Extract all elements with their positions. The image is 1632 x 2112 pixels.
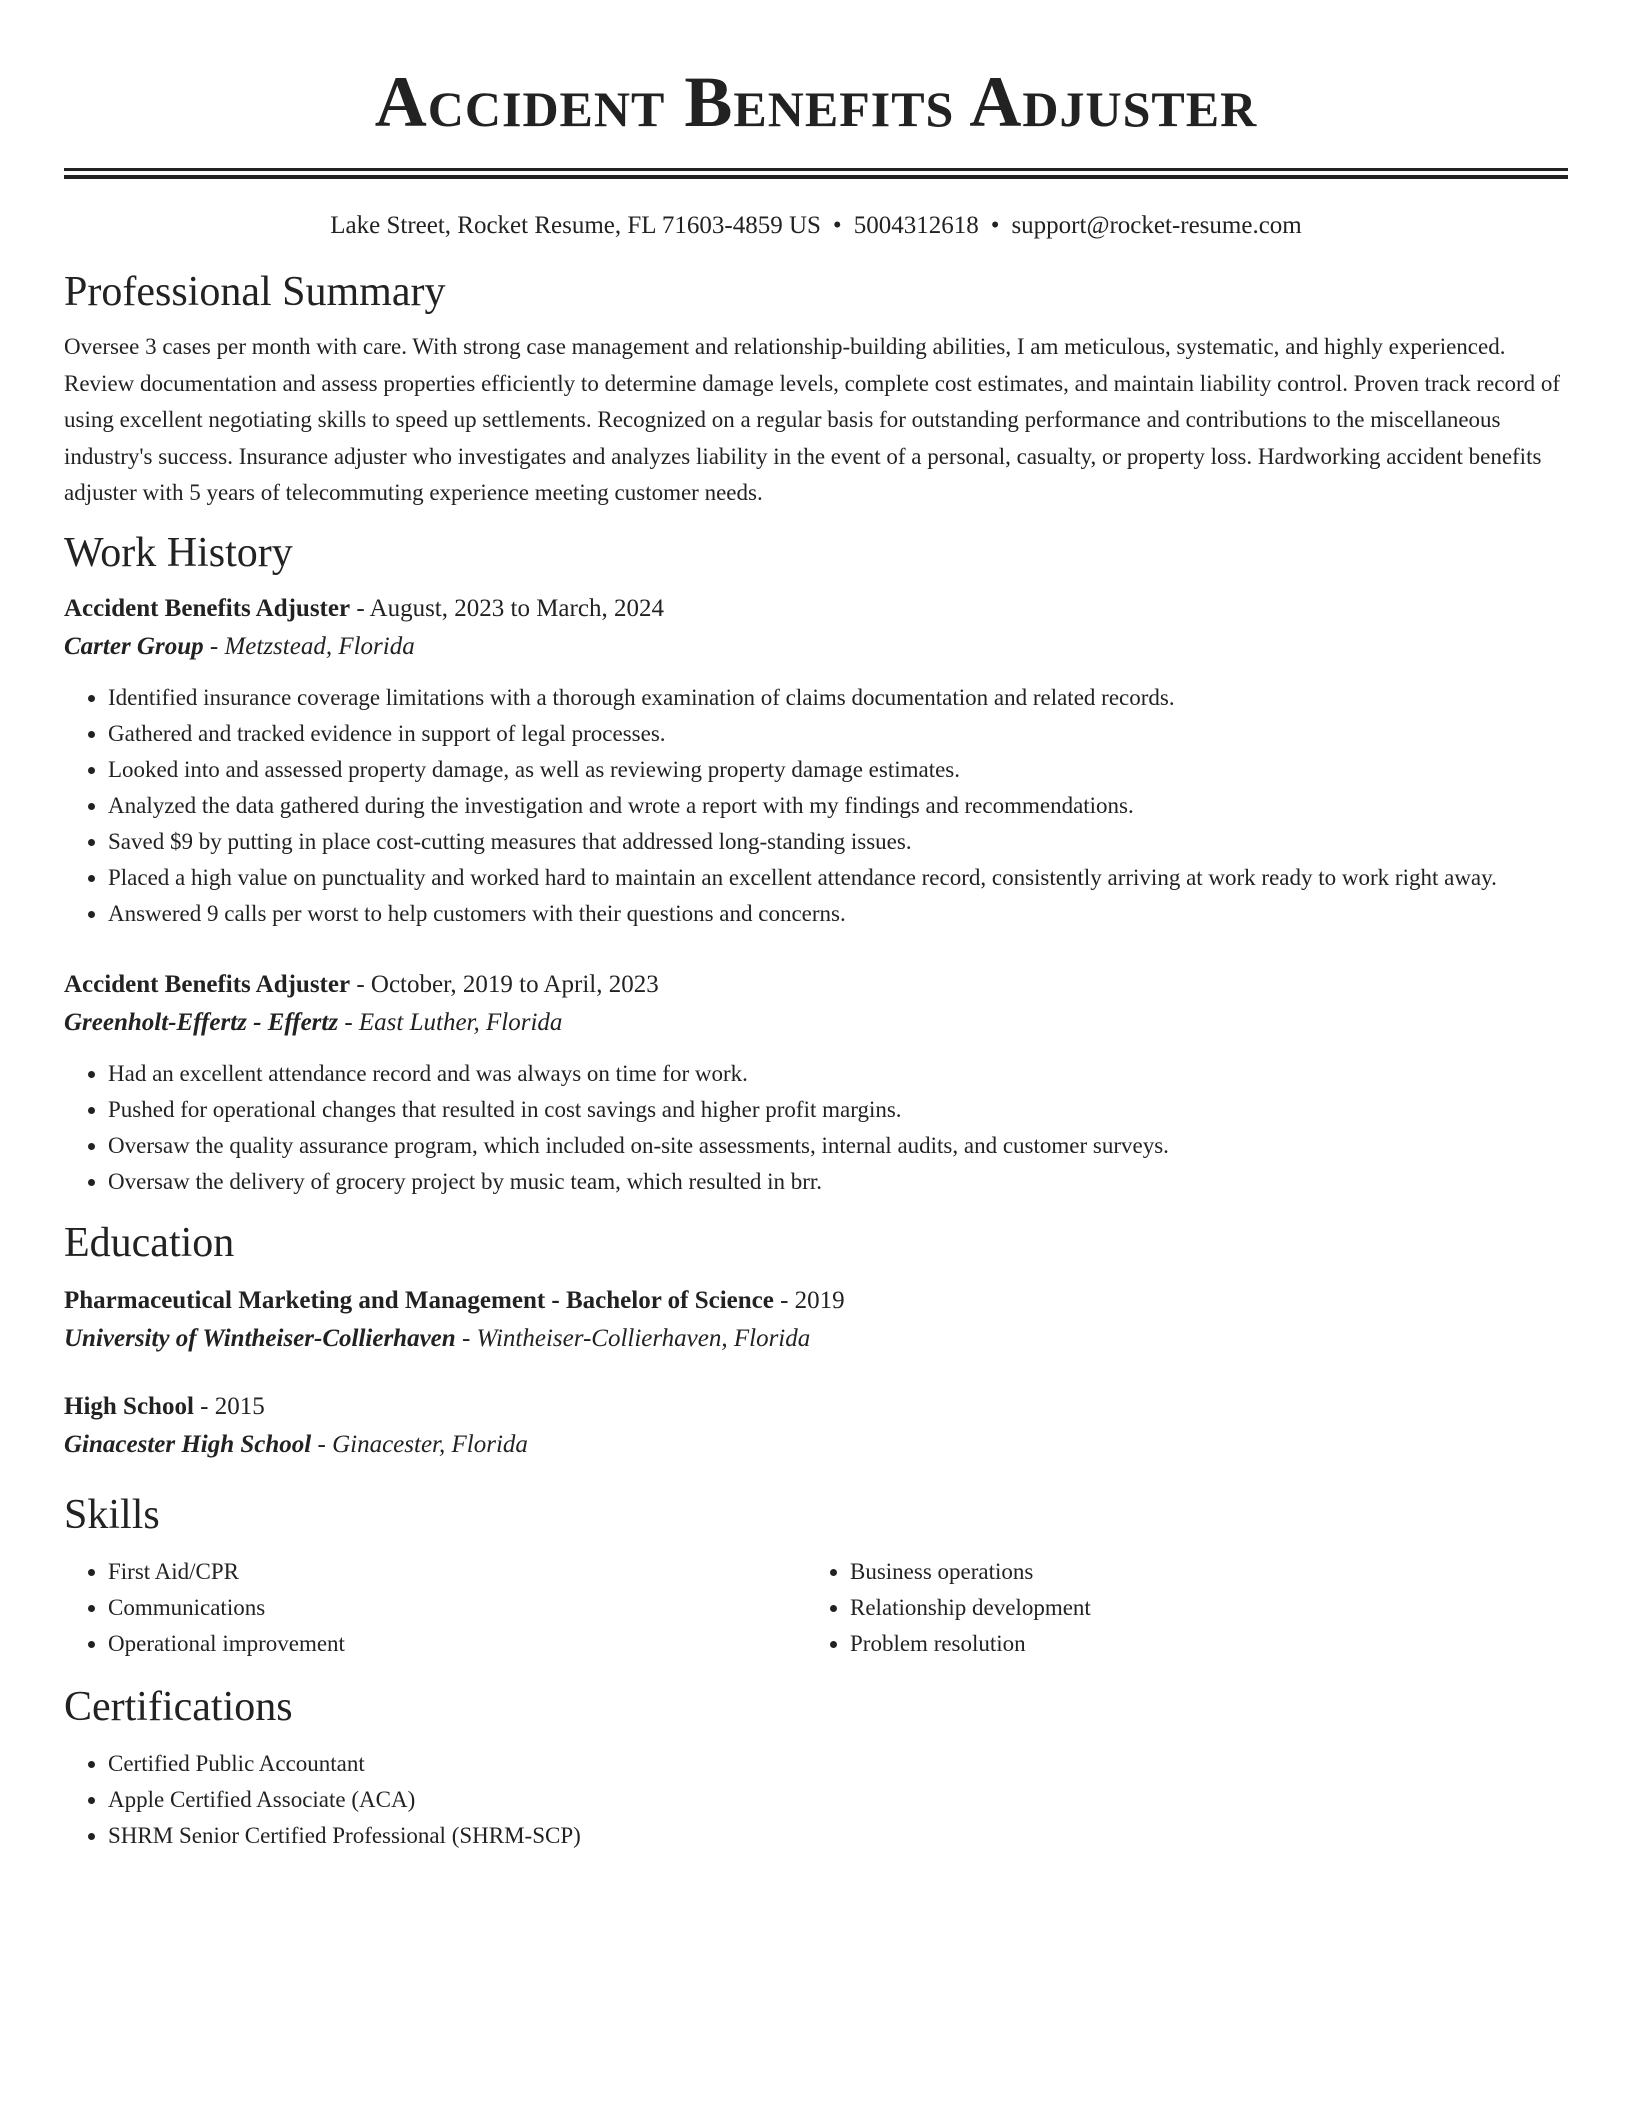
job-company: Greenholt-Effertz - Effertz (64, 1008, 339, 1036)
list-item: • Identified insurance coverage limitations with a thorough examination of claims documentation and related records. (108, 680, 1568, 716)
job-location: - East Luther, Florida (338, 1008, 563, 1036)
skills-section (64, 1490, 1568, 1662)
list-item: • Pushed for operational changes that resulted in cost savings and higher profit margins. (108, 1092, 1568, 1128)
job-role: Accident Benefits Adjuster (64, 594, 351, 622)
skills-column-right (806, 1554, 1548, 1662)
certification-item: • Certified Public Accountant (108, 1746, 1568, 1782)
list-item: • Had an excellent attendance record and was always on time for work. (108, 1056, 1568, 1092)
contact-separator: • (832, 212, 842, 239)
education-degree: High School (64, 1392, 194, 1420)
summary-text: Oversee 3 cases per month with care. With strong case management and relationship-building abilities, I am meticulous, systematic, and highly experienced. Review documentation and assess properties efficiently to determine damage levels, complete cost estimates, and maintain liability control. Proven track record of using excellent negotiating skills to speed up settlements. Recognized on a regular basis for outstanding performance and contributions to the miscellaneous industry's success. Insurance adjuster who investigates and analyzes liability in the event of a personal, casualty, or property loss. Hardworking accident benefits adjuster with 5 years of telecommuting experience meeting customer needs. (64, 334, 1561, 505)
certifications-list (64, 1746, 1568, 1854)
education-year: - 2019 (773, 1286, 845, 1314)
certifications-section (64, 1682, 1568, 1854)
job-duties-list (64, 680, 1568, 932)
work-history-heading: Work History (64, 529, 293, 576)
list-item: • Gathered and tracked evidence in support of legal processes. (108, 716, 1568, 752)
job-company: Carter Group (64, 632, 204, 660)
education-school: University of Wintheiser-Collierhaven (64, 1324, 456, 1352)
skill-item: • Relationship development (850, 1590, 1548, 1626)
education-degree-line (64, 1282, 1568, 1320)
job-duties-list (64, 1056, 1568, 1200)
job-title-line (64, 966, 1568, 1004)
header-divider (64, 168, 1568, 179)
contact-address: Lake Street, Rocket Resume, FL 71603-4859 US (330, 212, 821, 239)
education-section (64, 1218, 1568, 1464)
education-degree: Pharmaceutical Marketing and Management - Bachelor of Science (64, 1286, 774, 1314)
list-item: • Oversaw the delivery of grocery project by music team, which resulted in brr. (108, 1164, 1568, 1200)
skills-column-left (64, 1554, 806, 1662)
contact-line (64, 209, 1568, 243)
education-entry (64, 1282, 1568, 1358)
skill-item: • Business operations (850, 1554, 1548, 1590)
job-company-line (64, 628, 1568, 666)
contact-email: support@rocket-resume.com (1011, 212, 1302, 239)
education-entry (64, 1388, 1568, 1464)
education-school-line (64, 1320, 1568, 1358)
list-item: • Answered 9 calls per worst to help customers with their questions and concerns. (108, 896, 1568, 932)
list-item: • Placed a high value on punctuality and worked hard to maintain an excellent attendance record, consistently arriving at work ready to work right away. (108, 860, 1568, 896)
education-location: - Ginacester, Florida (311, 1430, 528, 1458)
job-dates: - August, 2023 to March, 2024 (350, 594, 664, 622)
job-role: Accident Benefits Adjuster (64, 970, 351, 998)
skill-item: • First Aid/CPR (108, 1554, 806, 1590)
summary-section (64, 267, 1568, 512)
education-location: - Wintheiser-Collierhaven, Florida (455, 1324, 811, 1352)
list-item: • Analyzed the data gathered during the investigation and wrote a report with my findings and recommendations. (108, 788, 1568, 824)
contact-separator: • (990, 212, 1000, 239)
education-school-line (64, 1426, 1568, 1464)
job-location: - Metzstead, Florida (203, 632, 415, 660)
job-entry (64, 590, 1568, 932)
job-dates: - October, 2019 to April, 2023 (350, 970, 659, 998)
list-item: • Looked into and assessed property damage, as well as reviewing property damage estimates. (108, 752, 1568, 788)
list-item: • Oversaw the quality assurance program, which included on-site assessments, internal audits, and customer surveys. (108, 1128, 1568, 1164)
skill-item: • Problem resolution (850, 1626, 1548, 1662)
list-item: • Saved $9 by putting in place cost-cutting measures that addressed long-standing issues. (108, 824, 1568, 860)
education-degree-line (64, 1388, 1568, 1426)
skills-heading: Skills (64, 1491, 160, 1538)
job-company-line (64, 1004, 1568, 1042)
skills-grid (64, 1554, 1568, 1662)
certification-item: • SHRM Senior Certified Professional (SHRM-SCP) (108, 1818, 1568, 1854)
skill-item: • Operational improvement (108, 1626, 806, 1662)
work-history-section (64, 528, 1568, 1200)
contact-phone: 5004312618 (853, 212, 979, 239)
job-title-line (64, 590, 1568, 628)
summary-heading: Professional Summary (64, 269, 446, 315)
job-entry (64, 966, 1568, 1200)
certification-item: • Apple Certified Associate (ACA) (108, 1782, 1568, 1818)
skill-item: • Communications (108, 1590, 806, 1626)
candidate-name: Accident Benefits Adjuster (374, 62, 1258, 142)
education-school: Ginacester High School (64, 1430, 312, 1458)
resume-page (64, 0, 1568, 1854)
education-heading: Education (64, 1219, 235, 1266)
certifications-heading: Certifications (64, 1683, 293, 1730)
education-year: - 2015 (193, 1392, 265, 1420)
